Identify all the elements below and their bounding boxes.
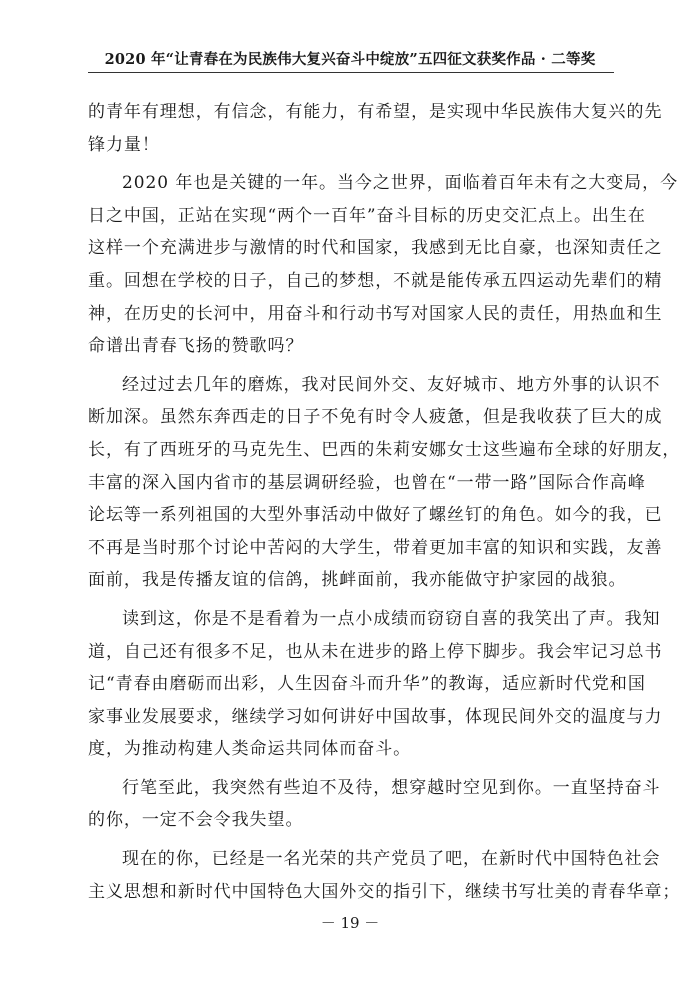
page-number: － 19 － [320,914,380,932]
text-line: 神，在历史的长河中，用奋斗和行动书写对国家人民的责任，用热血和生 [88,303,663,324]
text-line: 道，自己还有很多不足，也从未在进步的路上停下脚步。我会牢记习总书 [88,641,663,662]
text-line: 重。回想在学校的日子，自己的梦想，不就是能传承五四运动先辈们的精 [88,270,663,291]
text-line: 度，为推动构建人类命运共同体而奋斗。 [88,739,412,760]
text-line: 锋力量！ [88,134,160,155]
text-line: 的青年有理想，有信念，有能力，有希望，是实现中华民族伟大复兴的先 [88,102,663,122]
text-line: 行笔至此，我突然有些迫不及待，想穿越时空见到你。一直坚持奋斗 [122,777,661,798]
text-line: 面前，我是传播友谊的信鸽，挑衅面前，我亦能做守护家园的战狼。 [88,570,627,591]
text-line: 的你，一定不会令我失望。 [88,810,304,831]
text-line: 家事业发展要求，继续学习如何讲好中国故事，体现民间外交的温度与力 [88,706,663,727]
text-line: 经过过去几年的磨炼，我对民间外交、友好城市、地方外事的认识不 [122,374,661,395]
text-line: 论坛等一系列祖国的大型外事活动中做好了螺丝钉的角色。如今的我，已 [88,505,663,526]
text-line: 这样一个充满进步与激情的时代和国家，我感到无比自豪，也深知责任之 [88,238,663,259]
text-line: 2020 年也是关键的一年。当今之世界，面临着百年未有之大变局，今 [122,173,679,194]
text-line: 现在的你，已经是一名光荣的共产党员了吧，在新时代中国特色社会 [122,849,661,870]
text-line: 长，有了西班牙的马克先生、巴西的朱莉安娜女士这些遍布全球的好朋友， [88,439,681,460]
text-line: 记“青春由磨砺而出彩，人生因奋斗而升华”的教诲，适应新时代党和国 [88,674,646,695]
page-header-title: 2020 年“让青春在为民族伟大复兴奋斗中绽放”五四征文获奖作品 · 二等奖 [104,51,596,68]
text-line: 主义思想和新时代中国特色大国外交的指引下，继续书写壮美的青春华章； [88,881,681,902]
text-line: 读到这，你是不是看着为一点小成绩而窃窃自喜的我笑出了声。我知 [122,608,661,629]
header-divider [88,72,614,73]
article-body [88,96,681,908]
text-line: 命谱出青春飞扬的赞歌吗？ [88,336,304,357]
text-line: 日之中国，正站在实现“两个一百年”奋斗目标的历史交汇点上。出生在 [88,205,646,226]
text-line: 丰富的深入国内省市的基层调研经验，也曾在“一带一路”国际合作高峰 [88,472,646,493]
text-line: 不再是当时那个讨论中苦闷的大学生，带着更加丰富的知识和实践，友善 [88,537,663,558]
text-line: 断加深。虽然东奔西走的日子不免有时令人疲惫，但是我收获了巨大的成 [88,407,663,428]
